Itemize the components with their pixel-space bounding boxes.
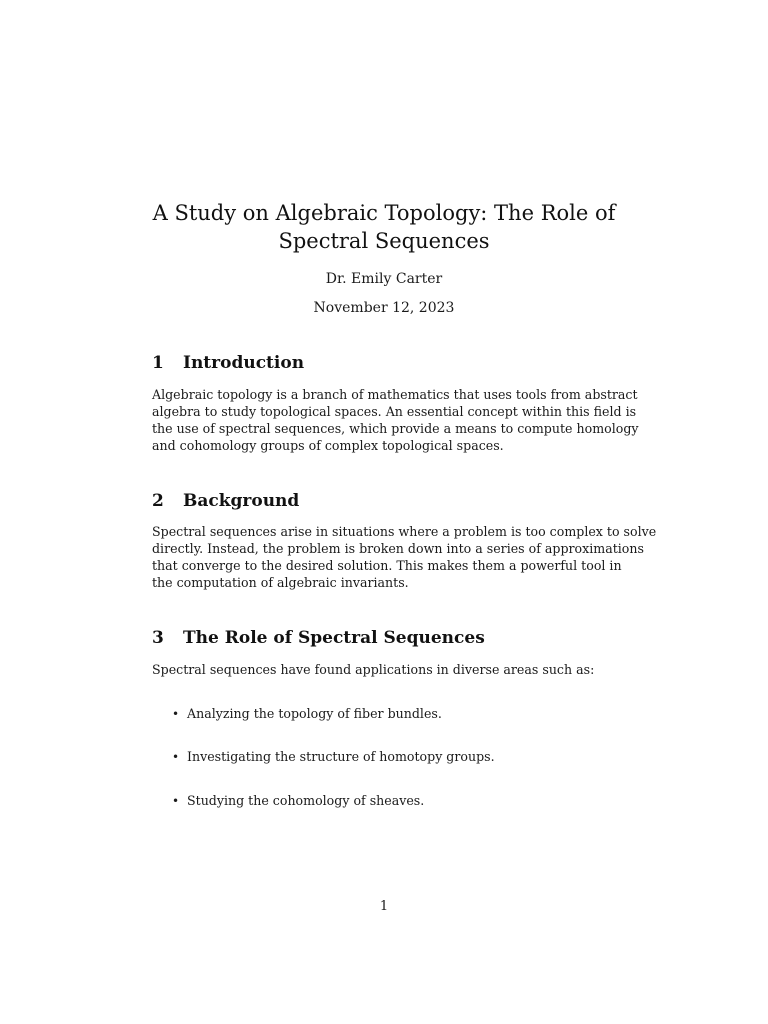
list-item xyxy=(172,705,612,723)
bullet-icon: • xyxy=(172,750,180,764)
paragraph-line: directly. Instead, the problem is broken down into a series of approximations xyxy=(152,541,644,556)
paragraph-line: Spectral sequences have found applications in diverse areas such as: xyxy=(152,662,595,677)
bullet-icon: • xyxy=(172,707,180,721)
section-number: 2 xyxy=(152,491,164,511)
page-number: 1 xyxy=(379,899,389,914)
paper-title-line-2: Spectral Sequences xyxy=(278,229,490,253)
paper-title-line-1: A Study on Algebraic Topology: The Role of xyxy=(152,201,616,225)
section-number: 1 xyxy=(152,353,164,373)
publication-date: November 12, 2023 xyxy=(313,300,455,316)
paragraph-line: that converge to the desired solution. This makes them a powerful tool in xyxy=(152,558,622,573)
section-title: Introduction xyxy=(183,353,305,373)
paragraph-line: and cohomology groups of complex topological spaces. xyxy=(152,438,504,453)
list-item-text: Studying the cohomology of sheaves. xyxy=(187,793,425,808)
introduction-paragraph xyxy=(152,386,639,454)
list-item-text: Analyzing the topology of fiber bundles. xyxy=(187,706,442,721)
list-item-text: Investigating the structure of homotopy groups. xyxy=(187,749,495,764)
bullet-icon: • xyxy=(172,794,180,808)
paragraph-line: the use of spectral sequences, which provide a means to compute homology xyxy=(152,421,639,436)
section-title: Background xyxy=(183,491,300,511)
section-heading-introduction xyxy=(152,352,622,374)
list-item xyxy=(172,748,612,766)
section-heading-background xyxy=(152,490,622,512)
section-heading-role-of-spectral-sequences xyxy=(152,627,622,649)
section-title: The Role of Spectral Sequences xyxy=(183,628,485,648)
section-number: 3 xyxy=(152,628,164,648)
paragraph-line: the computation of algebraic invariants. xyxy=(152,575,409,590)
background-paragraph xyxy=(152,523,657,591)
author-name: Dr. Emily Carter xyxy=(325,271,443,287)
paragraph-line: Spectral sequences arise in situations where a problem is too complex to solve xyxy=(152,524,657,539)
paragraph-line: Algebraic topology is a branch of mathematics that uses tools from abstract xyxy=(152,387,638,402)
applications-intro-paragraph xyxy=(152,661,622,678)
paragraph-line: algebra to study topological spaces. An essential concept within this field is xyxy=(152,404,637,419)
list-item xyxy=(172,792,612,810)
